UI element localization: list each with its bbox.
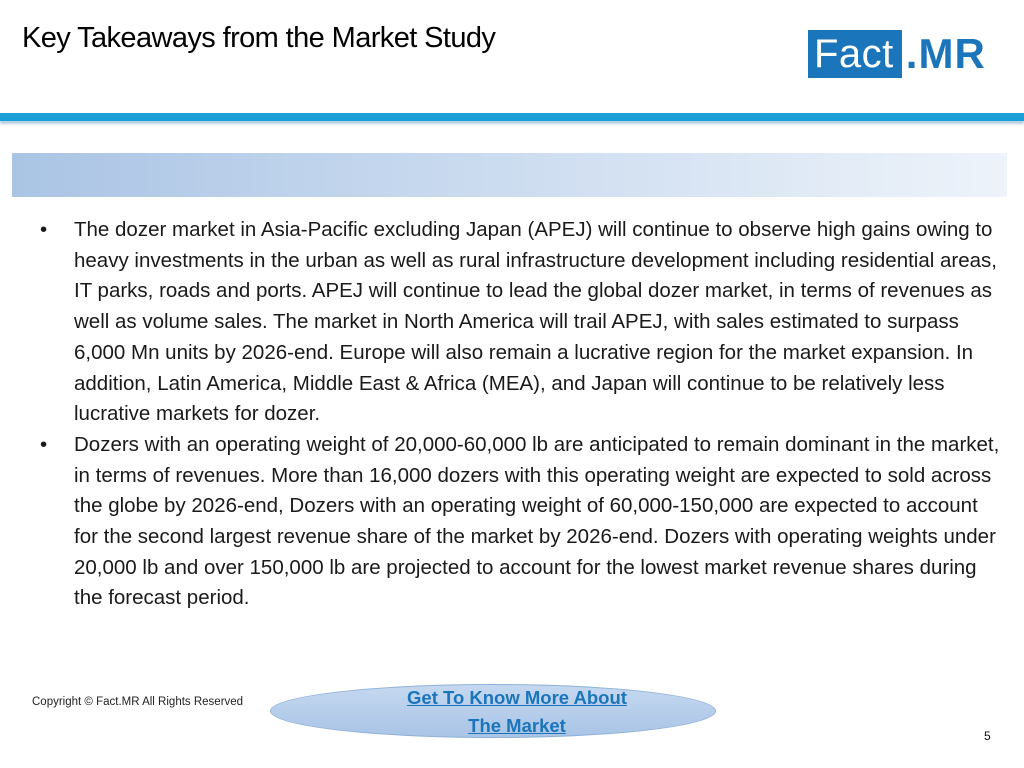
know-more-link[interactable] bbox=[330, 684, 704, 740]
factmr-logo bbox=[808, 30, 986, 78]
logo-fact-box: Fact bbox=[808, 30, 902, 78]
takeaway-text: The dozer market in Asia-Pacific excluding Japan (APEJ) will continue to observe high gains owing to heavy investments in the urban as well as rural infrastructure development including residential areas, IT parks, roads and ports. APEJ will continue to lead the global dozer market, in terms of revenues as well as volume sales. The market in North America will trail APEJ, with sales estimated to surpass 6,000 Mn units by 2026-end. Europe will also remain a lucrative region for the market expansion. In addition, Latin America, Middle East & Africa (MEA), and Japan will continue to be relatively less lucrative markets for dozer. bbox=[74, 218, 997, 426]
cta-line-2: The Market bbox=[468, 715, 566, 736]
takeaway-item bbox=[40, 430, 1005, 614]
bullet-icon: • bbox=[40, 218, 48, 241]
takeaway-item bbox=[40, 215, 1005, 430]
cta-line-1: Get To Know More About bbox=[407, 687, 627, 708]
decorative-gradient-band bbox=[12, 153, 1007, 197]
bullet-icon: • bbox=[40, 432, 48, 456]
takeaways-list bbox=[40, 215, 1005, 614]
slide-title: Key Takeaways from the Market Study bbox=[22, 22, 496, 54]
takeaway-text: Dozers with an operating weight of 20,000-60,000 lb are anticipated to remain dominant in the market, in terms of revenues. More than 16,000 dozers with this operating weight are expected to sold across the globe by 2026-end, Dozers with an operating weight of 60,000-150,000 are expected to account for the second largest revenue share of the market by 2026-end. Dozers with operating weights under 20,000 lb and over 150,000 lb are projected to account for the lowest market revenue shares during the forecast period. bbox=[74, 432, 1000, 610]
page-number: 5 bbox=[984, 729, 991, 743]
copyright-notice: Copyright © Fact.MR All Rights Reserved bbox=[32, 696, 244, 708]
logo-mr-text: .MR bbox=[905, 30, 986, 77]
header-divider bbox=[0, 113, 1024, 121]
